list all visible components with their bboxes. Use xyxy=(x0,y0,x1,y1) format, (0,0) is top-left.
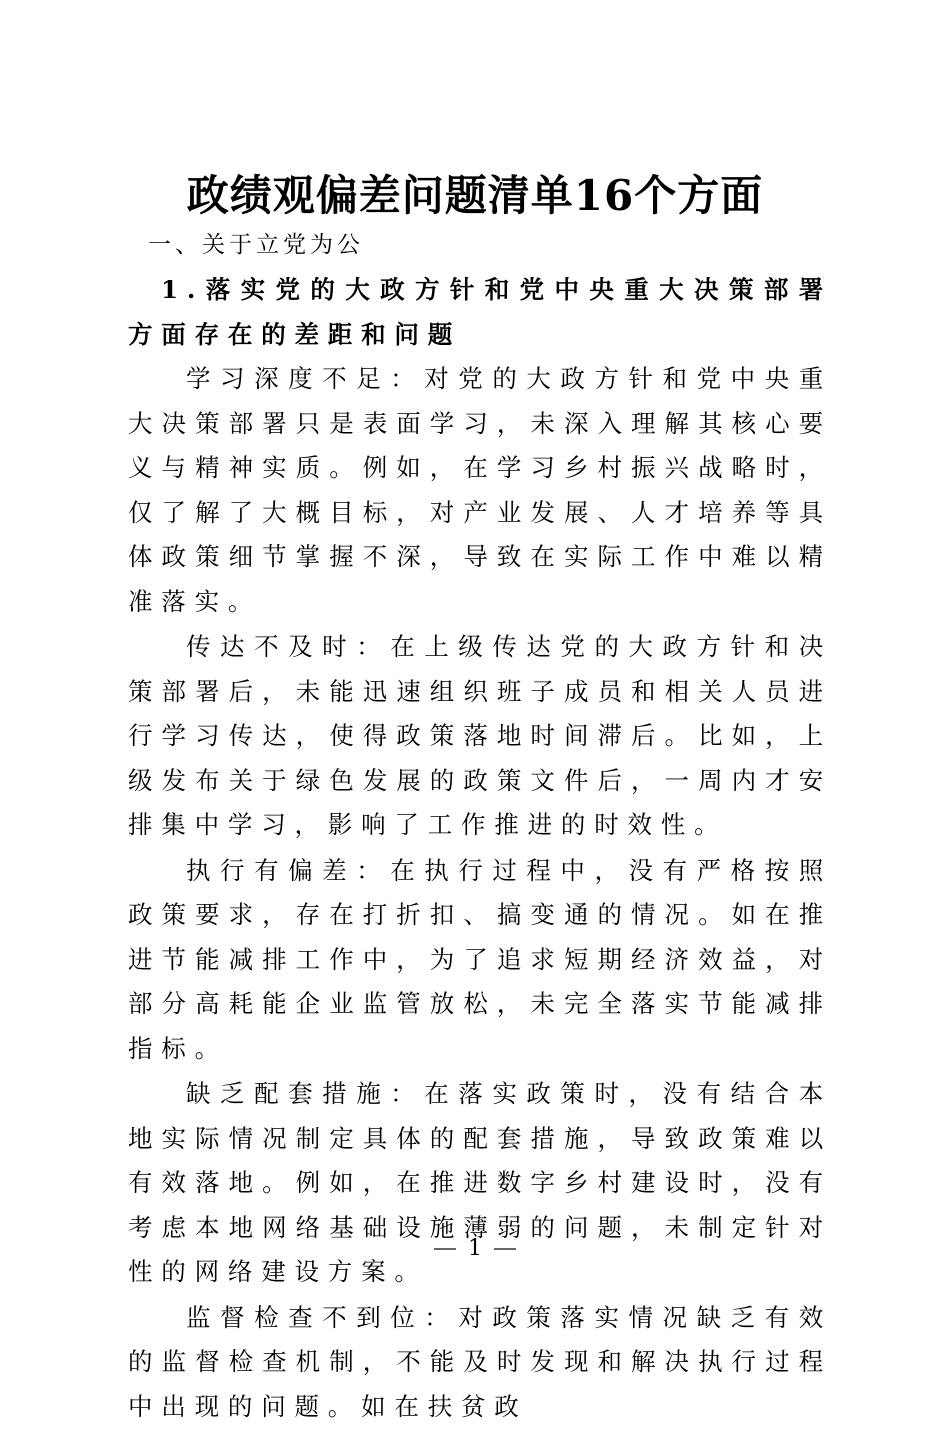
page-number: 1 xyxy=(468,1236,482,1261)
footer-dash-right xyxy=(494,1248,516,1250)
paragraph-study-depth: 学习深度不足：对党的大政方针和党中央重大决策部署只是表面学习，未深入理解其核心要义与精神实质。例如，在学习乡村振兴战略时，仅了解了大概目标，对产业发展、人才培养等具体政策细节掌握不深，导致在实际工作中难以精准落实。 xyxy=(128,364,832,616)
section-heading: 一、关于立党为公 xyxy=(148,232,364,258)
footer-dash-left xyxy=(434,1248,456,1250)
paragraph-execution: 执行有偏差：在执行过程中，没有严格按照政策要求，存在打折扣、搞变通的情况。如在推进节能减排工作中，为了追求短期经济效益，对部分高耗能企业监管放松，未完全落实节能减排指标。 xyxy=(128,855,832,1063)
document-title: 政绩观偏差问题清单16个方面 xyxy=(186,171,764,220)
paragraph-dissemination: 传达不及时：在上级传达党的大政方针和决策部署后，未能迅速组织班子成员和相关人员进行学习传达，使得政策落地时间滞后。比如，上级发布关于绿色发展的政策文件后，一周内才安排集中学习，影响了工作推进的时效性。 xyxy=(128,632,832,839)
paragraph-supervision: 监督检查不到位：对政策落实情况缺乏有效的监督检查机制，不能及时发现和解决执行过程中出现的问题。如在扶贫政 xyxy=(128,1302,832,1421)
body-paragraphs xyxy=(128,357,832,1430)
subheading: 1.落实党的大政方针和党中央重大决策部署方面存在的差距和问题 xyxy=(128,275,832,349)
page-footer xyxy=(0,1236,950,1261)
paragraph-supporting-measures: 缺乏配套措施：在落实政策时，没有结合本地实际情况制定具体的配套措施，导致政策难以有效落地。例如，在推进数字乡村建设时，没有考虑本地网络基础设施薄弱的问题，未制定针对性的网络建设方案。 xyxy=(128,1079,832,1286)
